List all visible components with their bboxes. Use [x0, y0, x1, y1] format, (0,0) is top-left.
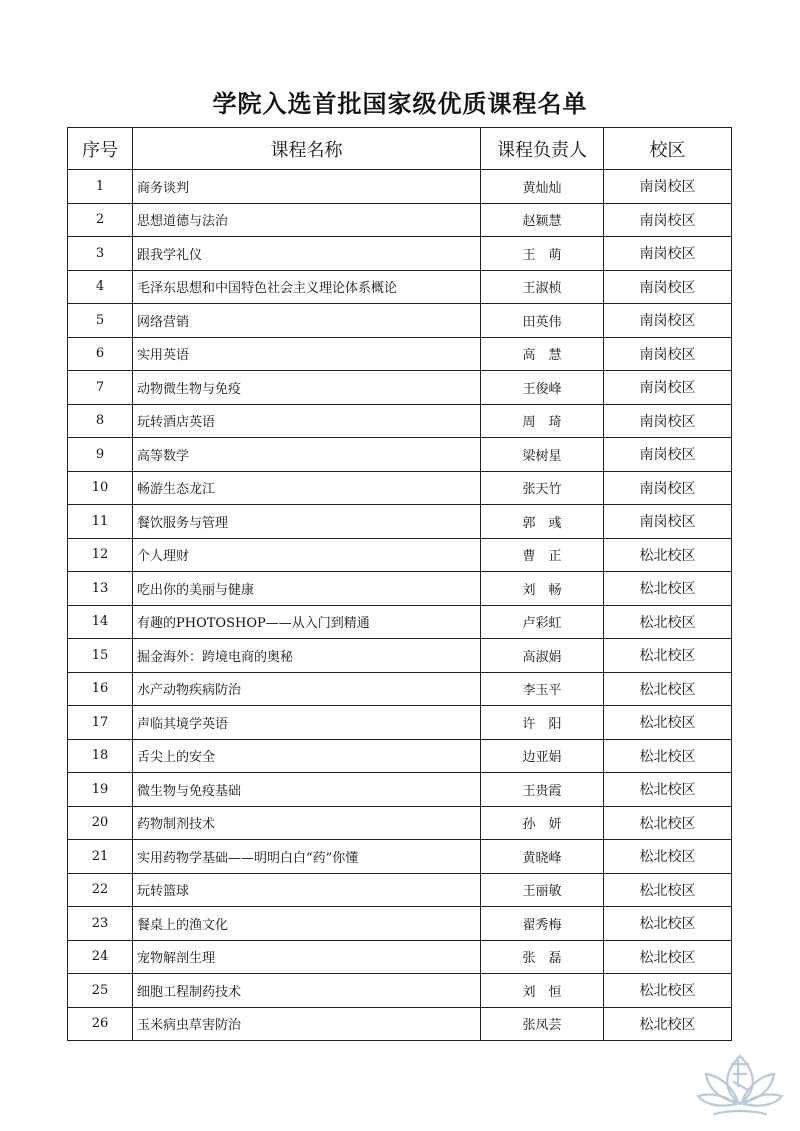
- course-owner: 王丽敏: [481, 873, 604, 907]
- course-owner: 周 琦: [481, 404, 604, 438]
- table-row: [68, 203, 732, 237]
- campus-name: 松北校区: [604, 706, 732, 740]
- table-row: [68, 873, 732, 907]
- course-name: 宠物解剖生理: [133, 940, 481, 974]
- course-owner: 田英伟: [481, 304, 604, 338]
- course-name: 跟我学礼仪: [133, 237, 481, 271]
- row-number: 1: [68, 170, 133, 204]
- course-name: 声临其境学英语: [133, 706, 481, 740]
- table-row: [68, 940, 732, 974]
- row-number: 8: [68, 404, 133, 438]
- row-number: 20: [68, 806, 133, 840]
- course-name: 玉米病虫草害防治: [133, 1007, 481, 1041]
- campus-name: 南岗校区: [604, 438, 732, 472]
- row-number: 17: [68, 706, 133, 740]
- campus-name: 南岗校区: [604, 371, 732, 405]
- campus-name: 南岗校区: [604, 471, 732, 505]
- row-number: 18: [68, 739, 133, 773]
- table-header-row: [68, 128, 732, 170]
- course-owner: 高 慧: [481, 337, 604, 371]
- row-number: 19: [68, 773, 133, 807]
- row-number: 11: [68, 505, 133, 539]
- course-owner: 李玉平: [481, 672, 604, 706]
- table-row: [68, 605, 732, 639]
- course-name: 思想道德与法治: [133, 203, 481, 237]
- table-row: [68, 639, 732, 673]
- campus-name: 松北校区: [604, 538, 732, 572]
- row-number: 5: [68, 304, 133, 338]
- table-row: [68, 471, 732, 505]
- campus-name: 松北校区: [604, 773, 732, 807]
- table-row: [68, 237, 732, 271]
- campus-name: 南岗校区: [604, 337, 732, 371]
- table-row: [68, 806, 732, 840]
- page-title: 学院入选首批国家级优质课程名单: [212, 90, 588, 118]
- row-number: 25: [68, 974, 133, 1008]
- table-row: [68, 404, 732, 438]
- table-row: [68, 337, 732, 371]
- table-row: [68, 1007, 732, 1041]
- lotus-watermark-icon: [694, 1034, 786, 1126]
- course-name: 舌尖上的安全: [133, 739, 481, 773]
- campus-name: 南岗校区: [604, 505, 732, 539]
- course-name: 有趣的PHOTOSHOP——从入门到精通: [133, 605, 481, 639]
- row-number: 9: [68, 438, 133, 472]
- course-owner: 卢彩虹: [481, 605, 604, 639]
- table-row: [68, 706, 732, 740]
- course-name: 药物制剂技术: [133, 806, 481, 840]
- table-row: [68, 974, 732, 1008]
- course-name: 动物微生物与免疫: [133, 371, 481, 405]
- course-owner: 赵颖慧: [481, 203, 604, 237]
- course-owner: 边亚娟: [481, 739, 604, 773]
- course-name: 商务谈判: [133, 170, 481, 204]
- row-number: 12: [68, 538, 133, 572]
- course-owner: 翟秀梅: [481, 907, 604, 941]
- course-owner: 曹 正: [481, 538, 604, 572]
- header-no: 序号: [68, 128, 133, 170]
- course-owner: 王贵霞: [481, 773, 604, 807]
- course-owner: 许 阳: [481, 706, 604, 740]
- course-name: 个人理财: [133, 538, 481, 572]
- course-name: 实用药物学基础——明明白白“药”你懂: [133, 840, 481, 874]
- campus-name: 南岗校区: [604, 170, 732, 204]
- campus-name: 松北校区: [604, 1007, 732, 1041]
- course-name: 微生物与免疫基础: [133, 773, 481, 807]
- course-name: 畅游生态龙江: [133, 471, 481, 505]
- course-owner: 王 萌: [481, 237, 604, 271]
- row-number: 26: [68, 1007, 133, 1041]
- row-number: 16: [68, 672, 133, 706]
- table-row: [68, 304, 732, 338]
- campus-name: 南岗校区: [604, 237, 732, 271]
- row-number: 6: [68, 337, 133, 371]
- course-owner: 王俊峰: [481, 371, 604, 405]
- course-name: 水产动物疾病防治: [133, 672, 481, 706]
- row-number: 2: [68, 203, 133, 237]
- table-row: [68, 739, 732, 773]
- row-number: 14: [68, 605, 133, 639]
- campus-name: 松北校区: [604, 572, 732, 606]
- table-row: [68, 840, 732, 874]
- campus-name: 松北校区: [604, 907, 732, 941]
- campus-name: 松北校区: [604, 605, 732, 639]
- table-row: [68, 170, 732, 204]
- table-row: [68, 773, 732, 807]
- table-row: [68, 538, 732, 572]
- course-owner: 高淑娟: [481, 639, 604, 673]
- campus-name: 南岗校区: [604, 304, 732, 338]
- course-owner: 刘 畅: [481, 572, 604, 606]
- course-name: 玩转篮球: [133, 873, 481, 907]
- course-owner: 黄灿灿: [481, 170, 604, 204]
- course-owner: 王淑桢: [481, 270, 604, 304]
- table-row: [68, 270, 732, 304]
- course-name: 餐桌上的渔文化: [133, 907, 481, 941]
- campus-name: 松北校区: [604, 974, 732, 1008]
- table-row: [68, 371, 732, 405]
- course-owner: 张天竹: [481, 471, 604, 505]
- table-row: [68, 907, 732, 941]
- course-owner: 张凤芸: [481, 1007, 604, 1041]
- campus-name: 松北校区: [604, 873, 732, 907]
- course-name: 餐饮服务与管理: [133, 505, 481, 539]
- row-number: 7: [68, 371, 133, 405]
- campus-name: 松北校区: [604, 639, 732, 673]
- header-course-name: 课程名称: [133, 128, 481, 170]
- course-owner: 刘 恒: [481, 974, 604, 1008]
- course-name: 玩转酒店英语: [133, 404, 481, 438]
- campus-name: 松北校区: [604, 672, 732, 706]
- course-name: 网络营销: [133, 304, 481, 338]
- row-number: 4: [68, 270, 133, 304]
- row-number: 15: [68, 639, 133, 673]
- row-number: 10: [68, 471, 133, 505]
- course-owner: 郭 彧: [481, 505, 604, 539]
- row-number: 23: [68, 907, 133, 941]
- header-owner: 课程负责人: [481, 128, 604, 170]
- campus-name: 松北校区: [604, 940, 732, 974]
- table-row: [68, 438, 732, 472]
- course-name: 吃出你的美丽与健康: [133, 572, 481, 606]
- campus-name: 南岗校区: [604, 270, 732, 304]
- table-row: [68, 572, 732, 606]
- campus-name: 松北校区: [604, 806, 732, 840]
- course-owner: 梁树星: [481, 438, 604, 472]
- course-owner: 黄晓峰: [481, 840, 604, 874]
- course-name: 掘金海外：跨境电商的奥秘: [133, 639, 481, 673]
- row-number: 24: [68, 940, 133, 974]
- course-name: 细胞工程制药技术: [133, 974, 481, 1008]
- course-name: 实用英语: [133, 337, 481, 371]
- row-number: 13: [68, 572, 133, 606]
- campus-name: 南岗校区: [604, 404, 732, 438]
- course-owner: 孙 妍: [481, 806, 604, 840]
- campus-name: 南岗校区: [604, 203, 732, 237]
- header-campus: 校区: [604, 128, 732, 170]
- course-owner: 张 磊: [481, 940, 604, 974]
- campus-name: 松北校区: [604, 739, 732, 773]
- table-row: [68, 505, 732, 539]
- row-number: 21: [68, 840, 133, 874]
- course-table: [67, 127, 732, 1041]
- course-name: 毛泽东思想和中国特色社会主义理论体系概论: [133, 270, 481, 304]
- campus-name: 松北校区: [604, 840, 732, 874]
- row-number: 22: [68, 873, 133, 907]
- course-name: 高等数学: [133, 438, 481, 472]
- table-row: [68, 672, 732, 706]
- row-number: 3: [68, 237, 133, 271]
